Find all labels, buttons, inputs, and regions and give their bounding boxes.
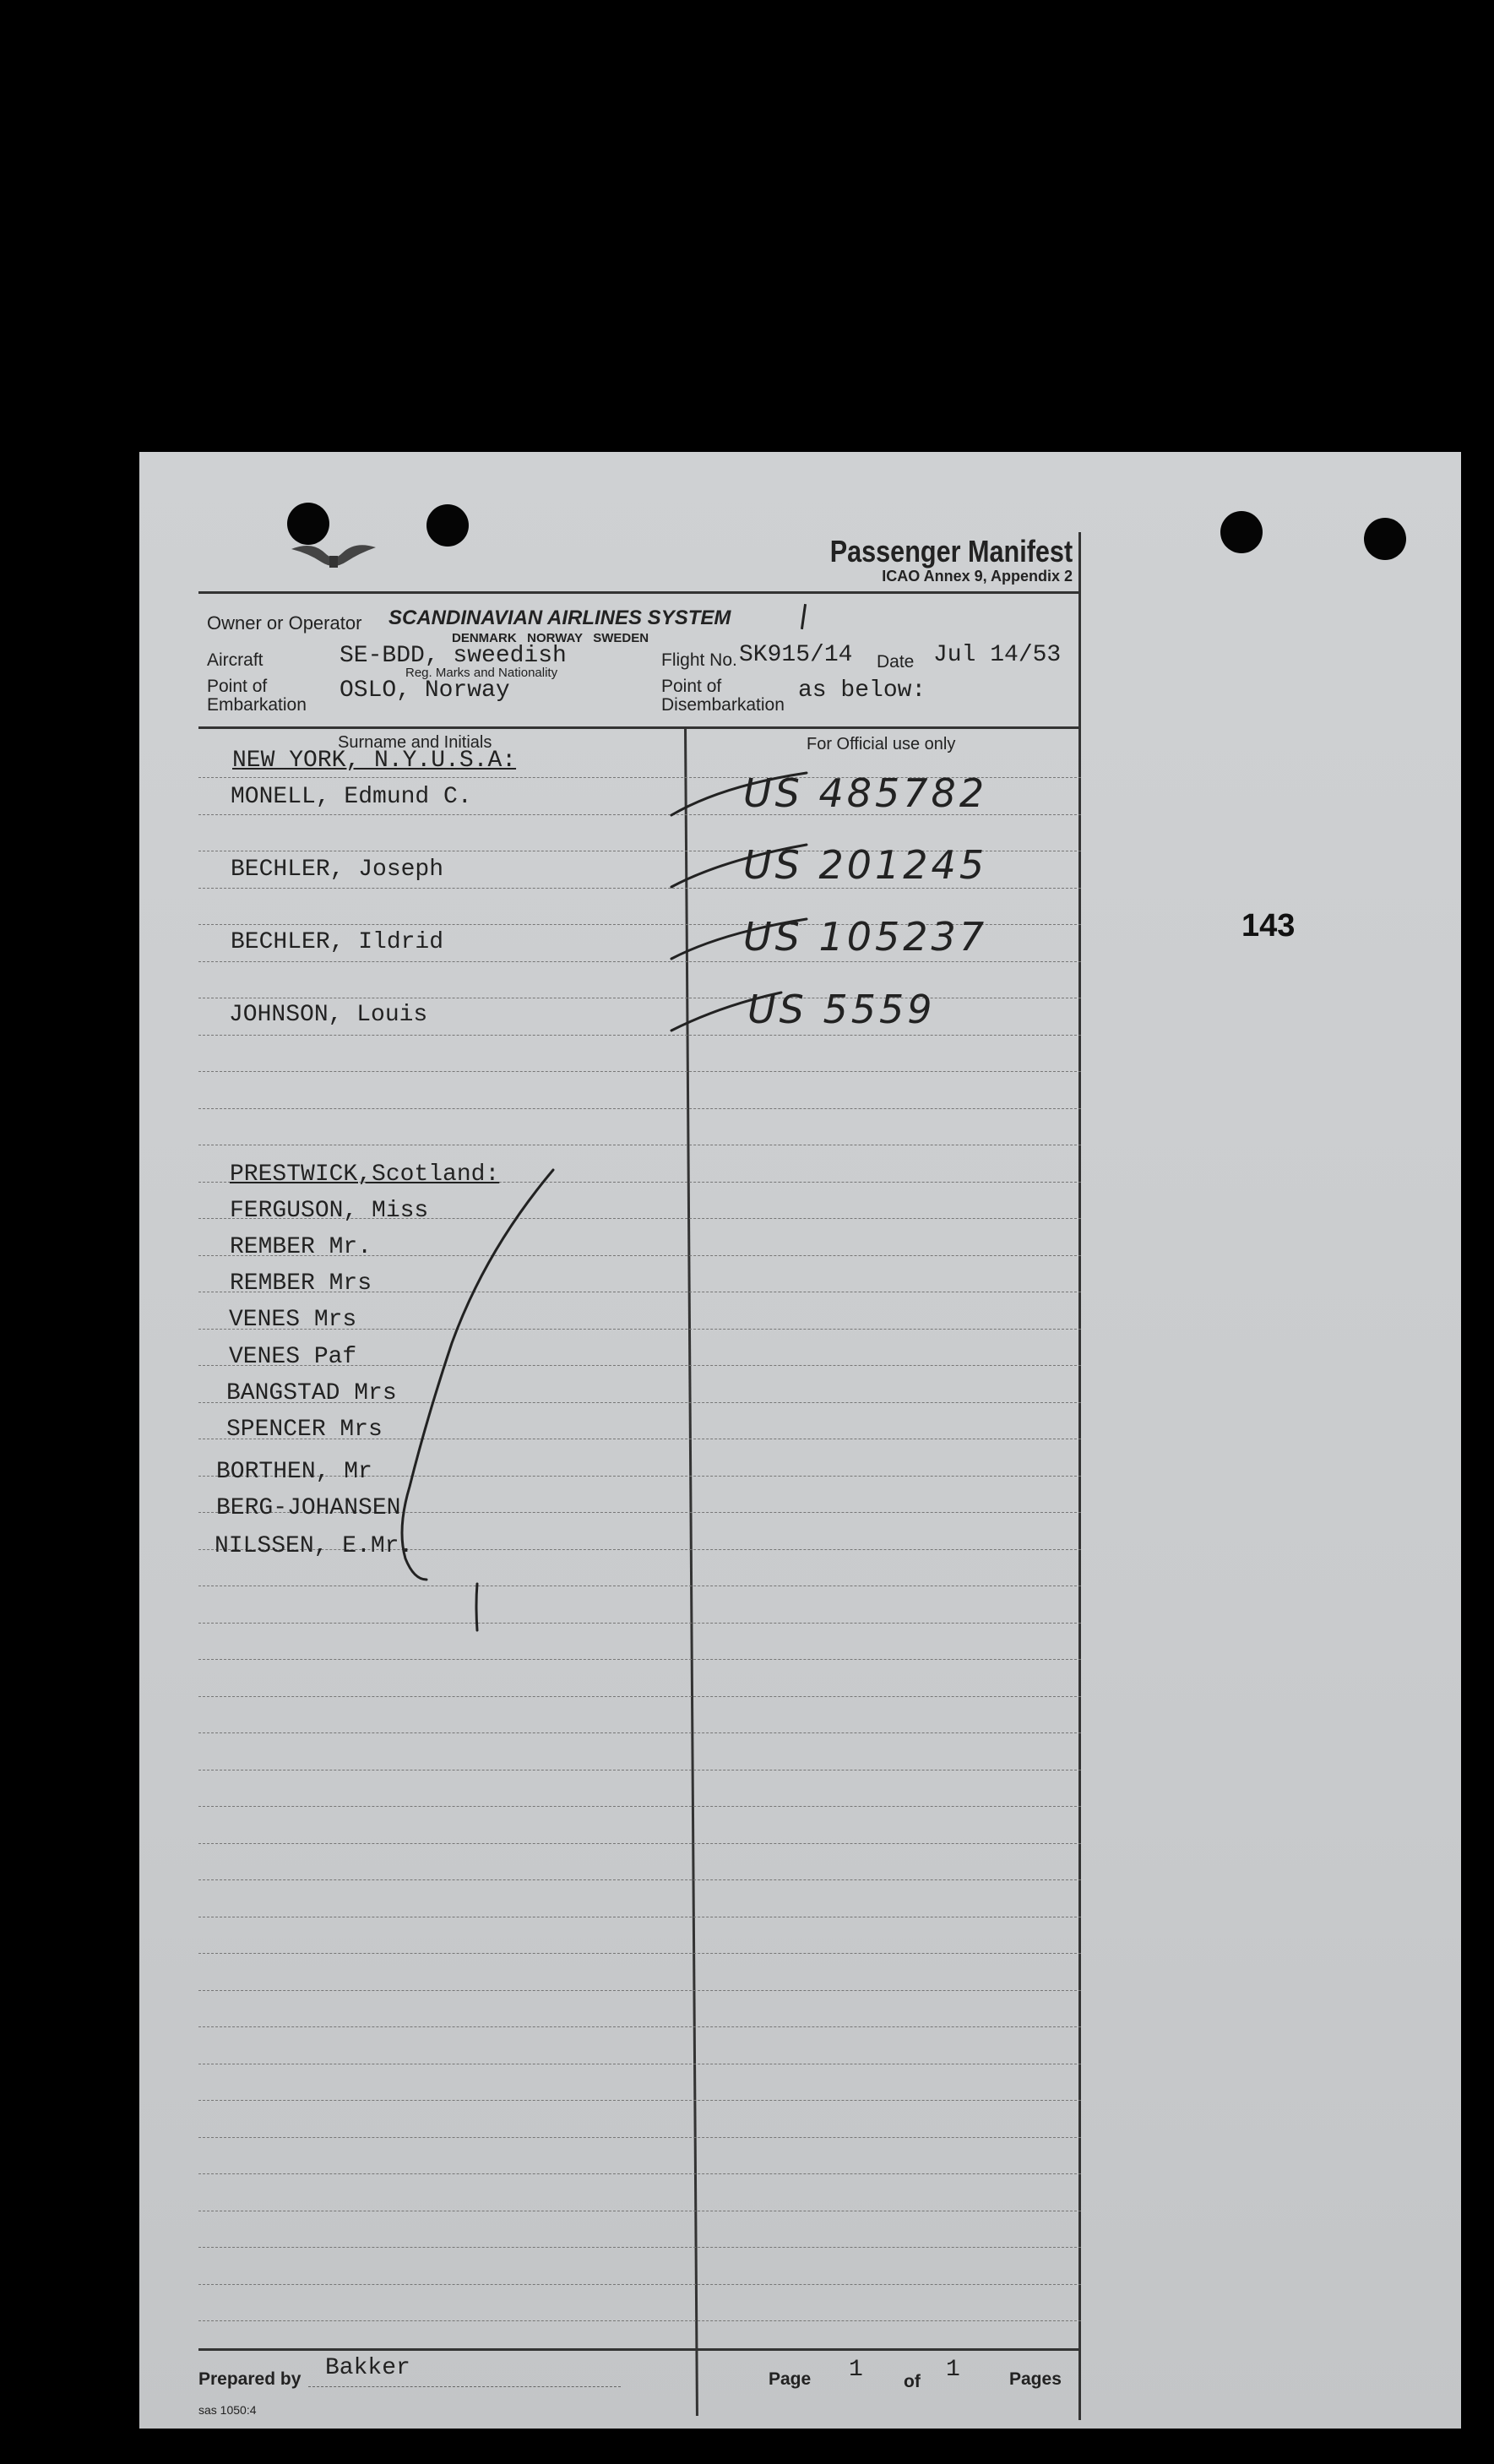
prepared-line bbox=[308, 2386, 621, 2387]
passenger-name: BECHLER, Ildrid bbox=[231, 929, 444, 955]
page-number: 1 bbox=[849, 2357, 863, 2383]
date-value: Jul 14/53 bbox=[933, 642, 1062, 668]
aircraft-value: SE-BDD, sweedish bbox=[340, 643, 567, 669]
official-entry: US 485782 bbox=[743, 770, 988, 816]
reg-label: Reg. Marks and Nationality bbox=[405, 666, 558, 680]
official-entry: US 105237 bbox=[743, 914, 988, 960]
page-label: Page bbox=[769, 2369, 812, 2389]
punch-hole bbox=[1364, 518, 1406, 560]
passenger-name: BECHLER, Joseph bbox=[231, 857, 444, 883]
owner-value: SCANDINAVIAN AIRLINES SYSTEM bbox=[388, 606, 731, 629]
of-label: of bbox=[904, 2372, 921, 2391]
passenger-name: REMBER Mr. bbox=[230, 1234, 372, 1260]
owner-countries: DENMARK NORWAY SWEDEN bbox=[452, 631, 649, 645]
passenger-name: MONELL, Edmund C. bbox=[231, 784, 472, 810]
official-entry: US 201245 bbox=[743, 842, 988, 888]
column-header-official: For Official use only bbox=[807, 735, 956, 753]
passenger-name: JOHNSON, Louis bbox=[229, 1002, 428, 1028]
passenger-name: SPENCER Mrs bbox=[226, 1417, 383, 1443]
pages-label: Pages bbox=[1009, 2369, 1062, 2389]
footer-top-rule bbox=[198, 2348, 1081, 2351]
official-entry: US 5559 bbox=[747, 987, 936, 1032]
section-heading: PRESTWICK,Scotland: bbox=[230, 1161, 500, 1188]
prepared-value: Bakker bbox=[325, 2355, 410, 2381]
passenger-name: BERG-JOHANSEN bbox=[216, 1495, 401, 1521]
aircraft-label: Aircraft bbox=[207, 650, 263, 670]
manifest-form bbox=[198, 532, 1081, 2420]
owner-label: Owner or Operator bbox=[207, 612, 362, 634]
section-heading: NEW YORK, N.Y.U.S.A: bbox=[232, 748, 517, 774]
passenger-name: BORTHEN, Mr bbox=[216, 1459, 372, 1485]
date-label: Date bbox=[877, 652, 915, 672]
embark-value: OSLO, Norway bbox=[340, 677, 510, 704]
flight-label: Flight No. bbox=[661, 650, 737, 670]
page-subtitle: ICAO Annex 9, Appendix 2 bbox=[882, 568, 1073, 585]
passenger-name: VENES Paf bbox=[229, 1344, 357, 1370]
passenger-name: FERGUSON, Miss bbox=[230, 1198, 429, 1224]
form-code: sas 1050:4 bbox=[198, 2403, 257, 2417]
embark-label: Point of Embarkation bbox=[207, 677, 307, 715]
passenger-name: NILSSEN, E.Mr. bbox=[215, 1533, 414, 1559]
stamp-number: 143 bbox=[1241, 908, 1296, 944]
page-total: 1 bbox=[946, 2357, 960, 2383]
column-header-name: Surname and Initials bbox=[338, 733, 492, 752]
disembark-label: Point of Disembarkation bbox=[661, 677, 785, 715]
passenger-name: REMBER Mrs bbox=[230, 1270, 372, 1297]
flight-value: SK915/14 bbox=[739, 642, 853, 668]
disembark-value: as below: bbox=[798, 677, 926, 704]
passenger-name: VENES Mrs bbox=[229, 1307, 357, 1333]
prepared-label: Prepared by bbox=[198, 2369, 302, 2389]
page-title: Passenger Manifest bbox=[829, 534, 1073, 568]
manifest-sheet bbox=[139, 452, 1461, 2429]
passenger-name: BANGSTAD Mrs bbox=[226, 1380, 397, 1406]
punch-hole bbox=[1220, 511, 1263, 553]
